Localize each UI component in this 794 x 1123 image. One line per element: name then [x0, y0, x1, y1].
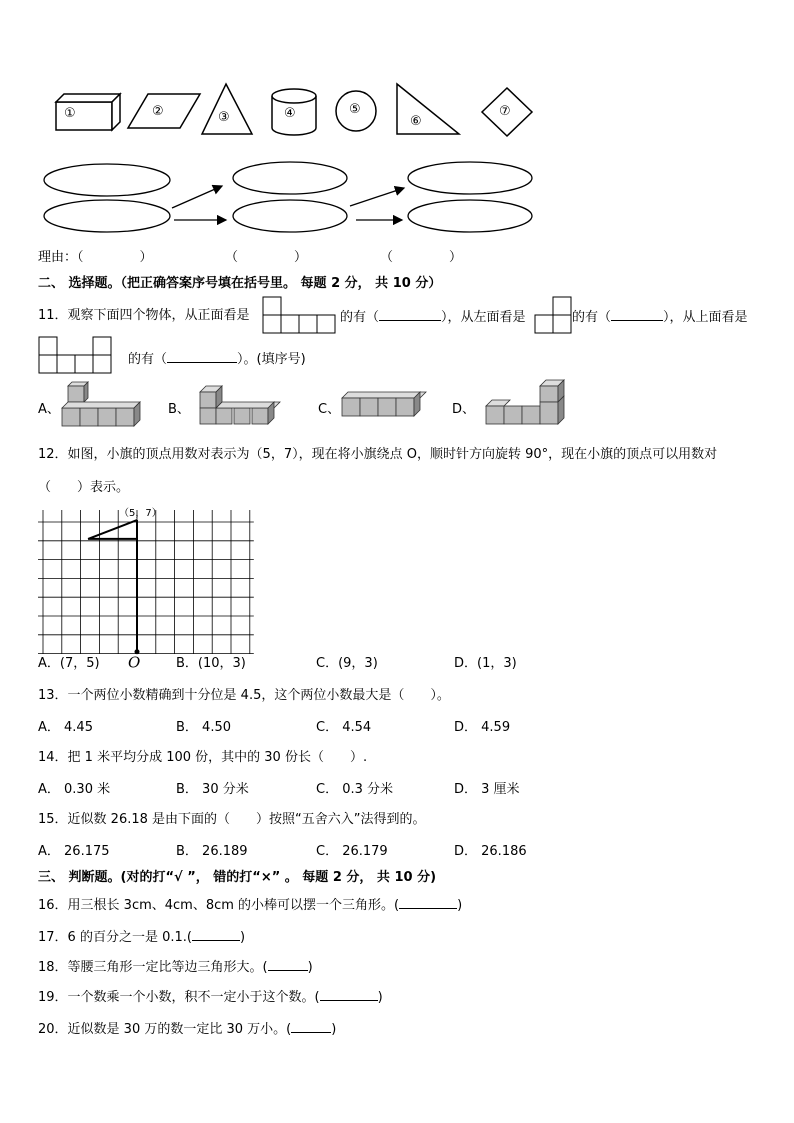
- q14-option-d: D． 3 厘米: [454, 782, 520, 797]
- q19-line: [38, 988, 383, 1006]
- q11-figure-a: [60, 382, 145, 432]
- q19-text: 19．一个数乘一个小数，积不一定小于这个数。(: [38, 990, 320, 1005]
- shape-cuboid: [50, 92, 125, 132]
- q20-text: 20．近似数是 30 万的数一定比 30 万小。(: [38, 1022, 292, 1037]
- q17-line: [38, 928, 245, 946]
- ellipse-1a: [44, 164, 170, 196]
- q11-blank-left[interactable]: [611, 308, 663, 321]
- q14-option-c: C． 0.3 分米: [316, 782, 394, 797]
- reason-open-2: （: [225, 250, 239, 265]
- q14-option-b: B． 30 分米: [176, 782, 249, 797]
- q11-figure-c: [340, 388, 430, 428]
- q18-line: [38, 958, 313, 976]
- reason-line: [38, 250, 153, 266]
- q12-option-d: D．(1，3): [454, 656, 517, 671]
- q13-text: 13．一个两位小数精确到十分位是 4.5，这个两位小数最大是（ ）。: [38, 688, 450, 703]
- section3-heading: 三、 判断题。(对的打“√ ”， 错的打“×” 。 每题 2 分， 共 10 分): [38, 870, 437, 885]
- q11-blank-top[interactable]: [167, 350, 237, 363]
- origin-label: O: [128, 653, 141, 672]
- q11-top-view-figure: [38, 336, 118, 378]
- q17-blank[interactable]: [192, 928, 240, 941]
- reason-label: 理由：（: [38, 250, 84, 265]
- q15-option-a: A． 26.175: [38, 844, 110, 859]
- ellipse-2b: [233, 200, 347, 232]
- q20-close: ): [331, 1022, 337, 1037]
- ellipse-3b: [408, 200, 532, 232]
- q11-blank-front[interactable]: [379, 308, 441, 321]
- shape-label-6: ⑥: [410, 114, 422, 129]
- q11-option-a: A、: [38, 402, 60, 417]
- q19-blank[interactable]: [320, 988, 378, 1001]
- arrow-2-up: [350, 188, 404, 206]
- q19-close: ): [377, 990, 383, 1005]
- shape-label-3: ③: [218, 110, 230, 125]
- q14-text: 14．把 1 米平均分成 100 份，其中的 30 份长（ ）.: [38, 750, 368, 765]
- q12-line1: 12．如图，小旗的顶点用数对表示为（5，7），现在将小旗绕点 O，顺时针方向旋转 90°，现在小旗的顶点可以用数对: [38, 447, 718, 462]
- q11-front-view-figure: [262, 296, 342, 336]
- q11-part3: [572, 308, 748, 326]
- q14-option-a: A． 0.30 米: [38, 782, 111, 797]
- flag-triangle: [88, 520, 137, 539]
- q16-line: [38, 896, 462, 914]
- q13-option-d: D． 4.59: [454, 720, 511, 735]
- q15-option-b: B． 26.189: [176, 844, 248, 859]
- reason-close-1: ）: [139, 250, 153, 265]
- q11-part1: 11．观察下面四个物体，从正面看是: [38, 308, 250, 323]
- classification-diagram: [0, 150, 560, 240]
- q17-close: ): [239, 930, 246, 945]
- q11-p4-text: 的有（: [572, 310, 612, 325]
- q12-line2: （ ）表示。: [38, 480, 130, 495]
- q11-p5-text: ），从上面看是: [663, 310, 748, 325]
- q17-text: 17．6 的百分之一是 0.1.(: [38, 930, 192, 945]
- reason-close-2: ）: [294, 250, 308, 265]
- q11-p2-text: 的有（: [340, 310, 380, 325]
- q11-part4: [128, 350, 306, 368]
- q13-option-a: A． 4.45: [38, 720, 93, 735]
- q16-blank[interactable]: [399, 896, 457, 909]
- q11-p6-text: 的有（: [128, 352, 168, 367]
- q11-option-d: D、: [452, 402, 476, 417]
- q11-option-c: C、: [318, 402, 341, 417]
- arrow-1-up: [172, 186, 222, 208]
- vertex-label: （5，7）: [119, 508, 162, 520]
- shape-label-5: ⑤: [349, 102, 361, 117]
- q15-option-d: D． 26.186: [454, 844, 527, 859]
- q12-option-c: C．(9，3): [316, 656, 378, 671]
- q12-option-b: B．(10，3): [176, 656, 246, 671]
- q20-blank[interactable]: [291, 1020, 331, 1033]
- shape-label-2: ②: [152, 104, 164, 119]
- q13-option-c: C． 4.54: [316, 720, 372, 735]
- q16-text: 16．用三根长 3cm、4cm、8cm 的小棒可以摆一个三角形。(: [38, 898, 400, 913]
- q12-option-a: A．(7，5): [38, 656, 100, 671]
- q13-option-b: B． 4.50: [176, 720, 231, 735]
- ellipse-1b: [44, 200, 170, 232]
- q11-p7-text: ）。(填序号): [237, 352, 306, 367]
- shape-label-4: ④: [284, 106, 296, 121]
- q18-blank[interactable]: [268, 958, 308, 971]
- reason-close-3: ）: [449, 250, 463, 265]
- q18-text: 18．等腰三角形一定比等边三角形大。(: [38, 960, 268, 975]
- shape-parallelogram: [128, 92, 203, 132]
- q15-option-c: C． 26.179: [316, 844, 388, 859]
- q15-text: 15．近似数 26.18 是由下面的（ ）按照“五舍六入”法得到的。: [38, 812, 426, 827]
- shape-right-triangle: [395, 82, 465, 137]
- section2-heading: 二、 选择题。（把正确答案序号填在括号里。 每题 2 分， 共 10 分）: [38, 276, 442, 291]
- shape-label-1: ①: [64, 106, 76, 121]
- q11-figure-b: [196, 382, 286, 432]
- q16-close: ): [457, 898, 463, 913]
- reason-blank-2: [225, 250, 307, 266]
- q11-p3-text: ），从左面看是: [441, 310, 526, 325]
- shape-label-7: ⑦: [499, 104, 511, 119]
- q18-close: ): [307, 960, 313, 975]
- q11-figure-d: [484, 380, 574, 430]
- ellipse-2a: [233, 162, 347, 194]
- reason-blank-3: [380, 250, 462, 266]
- reason-open-3: （: [380, 250, 394, 265]
- q11-part2: [340, 308, 526, 326]
- q11-left-view-figure: [534, 296, 576, 336]
- q20-line: [38, 1020, 336, 1038]
- ellipse-3a: [408, 162, 532, 194]
- q11-option-b: B、: [168, 402, 190, 417]
